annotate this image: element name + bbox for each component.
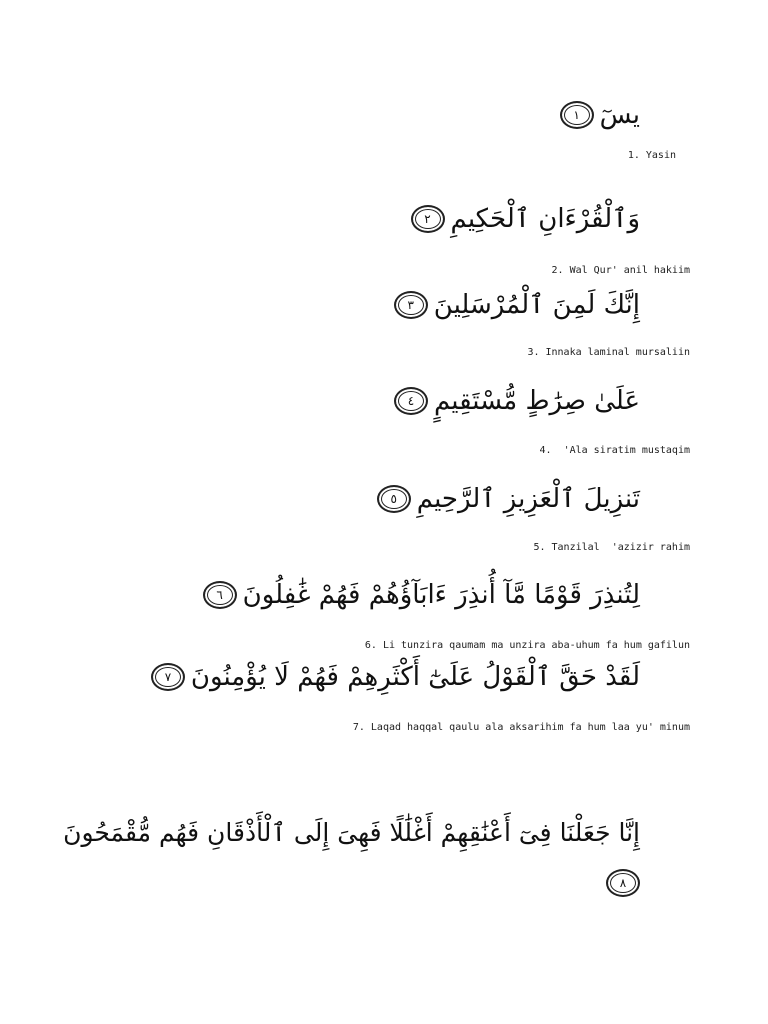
verse-arabic: تَنزِيلَ ٱلْعَزِيزِ ٱلرَّحِيمِ [416,484,640,514]
verse-number-marker: ١ [560,101,594,129]
verse-3 [394,290,640,320]
verse-number-marker: ٣ [394,291,428,319]
verse-number-marker: ٥ [377,485,411,513]
verse-arabic: يسٓ [599,100,640,130]
verse-2 [411,204,640,234]
verse-arabic: إِنَّكَ لَمِنَ ٱلْمُرْسَلِينَ [433,290,640,320]
verse-8 [63,818,640,897]
verse-arabic: لَقَدْ حَقَّ ٱلْقَوْلُ عَلَىٰٓ أَكْثَرِهِمْ فَهُمْ لَا يُؤْمِنُونَ [190,662,640,692]
verse-transliteration: 1. Yasin [627,150,676,161]
verse-arabic: لِتُنذِرَ قَوْمًا مَّآ أُنذِرَ ءَابَآؤُهُمْ فَهُمْ غَٰفِلُونَ [242,580,640,610]
verse-7 [151,662,640,692]
verse-6 [203,580,640,610]
verse-number-marker: ٤ [394,387,428,415]
verse-number-marker: ٦ [203,581,237,609]
verse-4 [394,386,640,416]
verse-5 [377,484,640,514]
verse-transliteration: 7. Laqad haqqal qaulu ala aksarihim fa hum laa yu' minum [352,722,690,733]
verse-transliteration: 4. 'Ala siratim mustaqim [539,445,690,456]
verse-number-marker: ٧ [151,663,185,691]
verse-number-marker: ٢ [411,205,445,233]
verse-1 [560,100,640,130]
verse-transliteration: 6. Li tunzira qaumam ma unzira aba-uhum fa hum gafilun [364,640,690,651]
verse-arabic: عَلَىٰ صِرَٰطٍ مُّسْتَقِيمٍ [433,386,640,416]
verse-transliteration: 5. Tanzilal 'azizir rahim [533,542,690,553]
verse-transliteration: 2. Wal Qur' anil hakiim [551,265,690,276]
verse-arabic: وَٱلْقُرْءَانِ ٱلْحَكِيمِ [450,204,640,234]
verse-number-marker: ٨ [606,869,640,897]
verse-transliteration: 3. Innaka laminal mursaliin [527,347,690,358]
verse-arabic: إِنَّا جَعَلْنَا فِىٓ أَعْنَٰقِهِمْ أَغْلَٰلًا فَهِىَ إِلَى ٱلْأَذْقَانِ فَهُم مُّقْمَحُونَ [63,818,640,847]
